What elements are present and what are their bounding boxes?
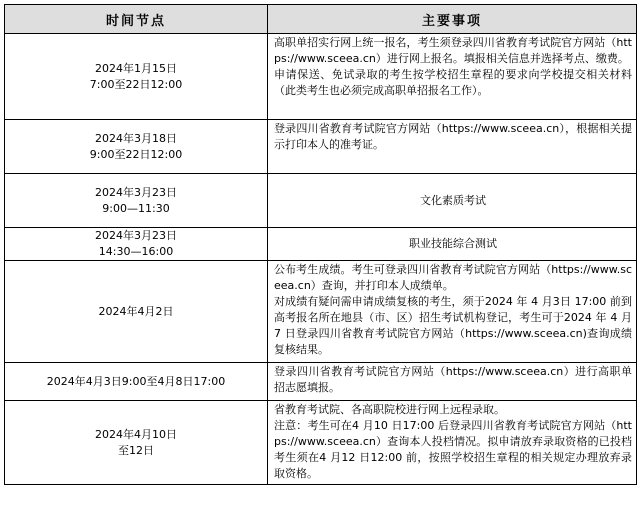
item-cell — [268, 363, 637, 401]
time-cell: 2024年3月23日 9:00—11:30 — [5, 174, 268, 228]
table-row — [5, 363, 637, 401]
item-paragraph: 申请保送、免试录取的考生按学校招生章程的要求向学校提交相关材料（此类考生也必须完成高职单招报名工作）。 — [274, 68, 632, 97]
item-paragraph: 公布考生成绩。考生可登录四川省教育考试院官方网站（https://www.sceea.cn）查询，并打印本人成绩单。 — [274, 263, 632, 292]
item-paragraph: 登录四川省教育考试院官方网站（https://www.sceea.cn），根据相关提示打印本人的准考证。 — [274, 122, 632, 151]
time-cell: 2024年4月2日 — [5, 261, 268, 363]
table-row — [5, 34, 637, 120]
time-cell: 2024年3月18日 9:00至22日12:00 — [5, 120, 268, 174]
item-cell — [268, 174, 637, 228]
schedule-table — [4, 4, 637, 485]
table-row — [5, 401, 637, 485]
item-cell — [268, 401, 637, 485]
item-paragraph: 注意：考生可在4 月10 日17:00 后登录四川省教育考试院官方网站（https://www.sceea.cn）查询本人投档情况。拟申请放弃录取资格的已投档考生须在4 月12 日12:00 前，按照学校招生章程的相关规定办理放弃录取资格。 — [274, 419, 632, 480]
time-cell: 2024年3月23日 14:30—16:00 — [5, 228, 268, 261]
item-paragraph: 文化素质考试 — [420, 193, 486, 207]
table-header-row — [5, 5, 637, 34]
item-paragraph: 省教育考试院、各高职院校进行网上远程录取。 — [274, 403, 505, 416]
item-paragraph: 对成绩有疑问需申请成绩复核的考生，须于2024 年 4 月3日 17:00 前到高考报名所在地县（市、区）招生考试机构登记，考生可于2024 年 4 月7 日登录四川省教育考试院官方网站（https://www.sceea.cn)查询成绩复核结果。 — [274, 295, 632, 356]
item-cell — [268, 120, 637, 174]
table-row — [5, 261, 637, 363]
table-row — [5, 174, 637, 228]
item-cell — [268, 34, 637, 120]
table-row — [5, 120, 637, 174]
item-paragraph: 职业技能综合测试 — [409, 237, 497, 250]
time-cell: 2024年4月3日9:00至4月8日17:00 — [5, 363, 268, 401]
time-cell: 2024年1月15日 7:00至22日12:00 — [5, 34, 268, 120]
item-cell — [268, 261, 637, 363]
header-time: 时间节点 — [5, 5, 268, 34]
header-item: 主要事项 — [268, 5, 637, 34]
item-paragraph: 登录四川省教育考试院官方网站（https://www.sceea.cn）进行高职单招志愿填报。 — [274, 365, 632, 394]
table-row — [5, 228, 637, 261]
time-cell: 2024年4月10日 至12日 — [5, 401, 268, 485]
item-paragraph: 高职单招实行网上统一报名，考生须登录四川省教育考试院官方网站（https://www.sceea.cn）进行网上报名。填报相关信息并选择考点、缴费。 — [274, 36, 632, 65]
item-cell — [268, 228, 637, 261]
